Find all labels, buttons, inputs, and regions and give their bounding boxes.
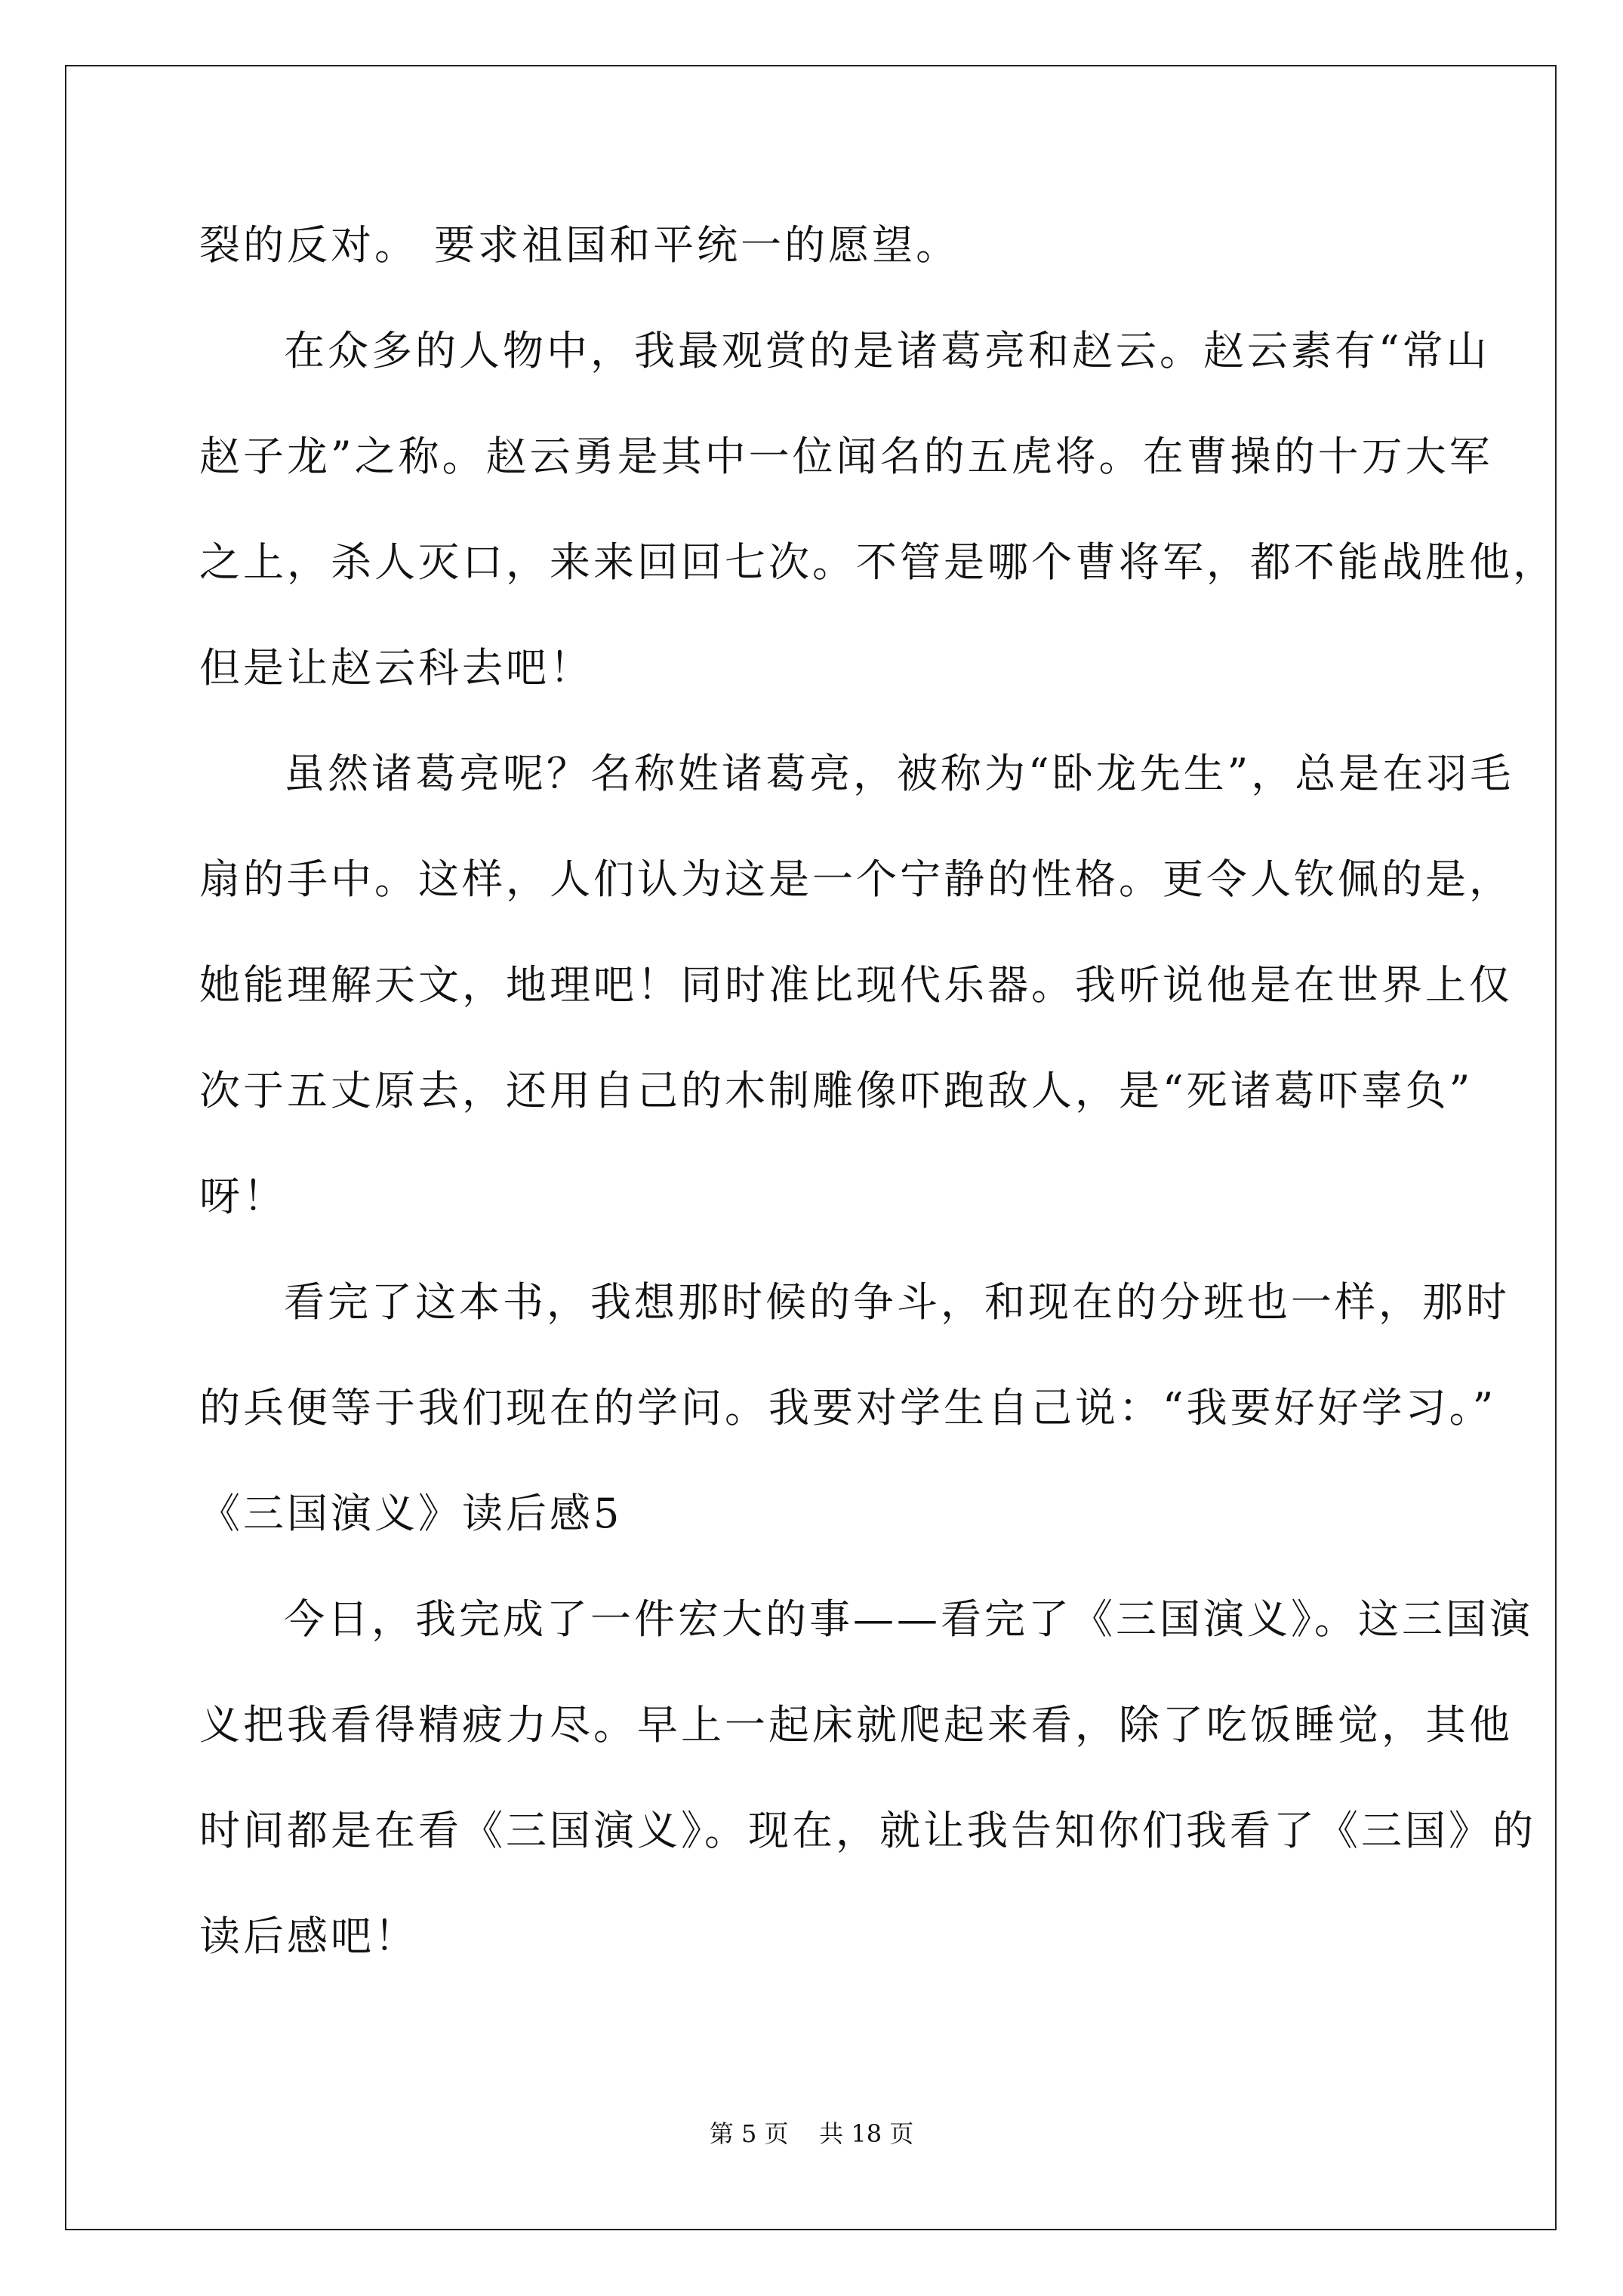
paragraph-start-line: 在众多的人物中，我最观赏的是诸葛亮和赵云。赵云素有“常山 <box>284 327 1490 374</box>
text-line: 义把我看得精疲力尽。早上一起床就爬起来看，除了吃饭睡觉，其他 <box>199 1701 1513 1749</box>
paragraph-start-line: 看完了这本书，我想那时候的争斗，和现在的分班也一样，那时 <box>284 1278 1510 1326</box>
page-number: 第 5 页 共 18 页 <box>709 2119 914 2148</box>
paragraph-start-line: 虽然诸葛亮呢？名称姓诸葛亮，被称为“卧龙先生”，总是在羽毛 <box>284 750 1514 797</box>
text-line: 裂的反对。 要求祖国和平统一的愿望。 <box>199 221 960 269</box>
text-line: 她能理解天文，地理吧！同时准比现代乐器。我听说他是在世界上仅 <box>199 961 1513 1009</box>
text-line: 的兵便等于我们现在的学问。我要对学生自己说：“我要好好学习。” <box>199 1384 1497 1432</box>
text-line: 赵子龙”之称。赵云勇是其中一位闻名的五虎将。在曹操的十万大军 <box>199 433 1493 480</box>
text-line: 之上，杀人灭口，来来回回七次。不管是哪个曹将军，都不能战胜他， <box>199 538 1557 586</box>
paragraph-start-line: 今日，我完成了一件宏大的事——看完了《三国演义》。这三国演 <box>284 1595 1533 1643</box>
text-line: 时间都是在看《三国演义》。现在，就让我告知你们我看了《三国》的 <box>199 1807 1536 1854</box>
text-line: 但是让赵云科去吧！ <box>199 644 593 692</box>
text-line: 次于五丈原去，还用自己的木制雕像吓跑敌人，是“死诸葛吓辜负” <box>199 1067 1474 1114</box>
text-line: 扇的手中。这样，人们认为这是一个宁静的性格。更令人钦佩的是， <box>199 855 1513 903</box>
text-line: 读后感吧！ <box>199 1912 418 1960</box>
document-body <box>199 219 1557 2016</box>
text-line: 呀！ <box>199 1173 287 1220</box>
section-heading: 《三国演义》读后感5 <box>199 1490 623 1537</box>
